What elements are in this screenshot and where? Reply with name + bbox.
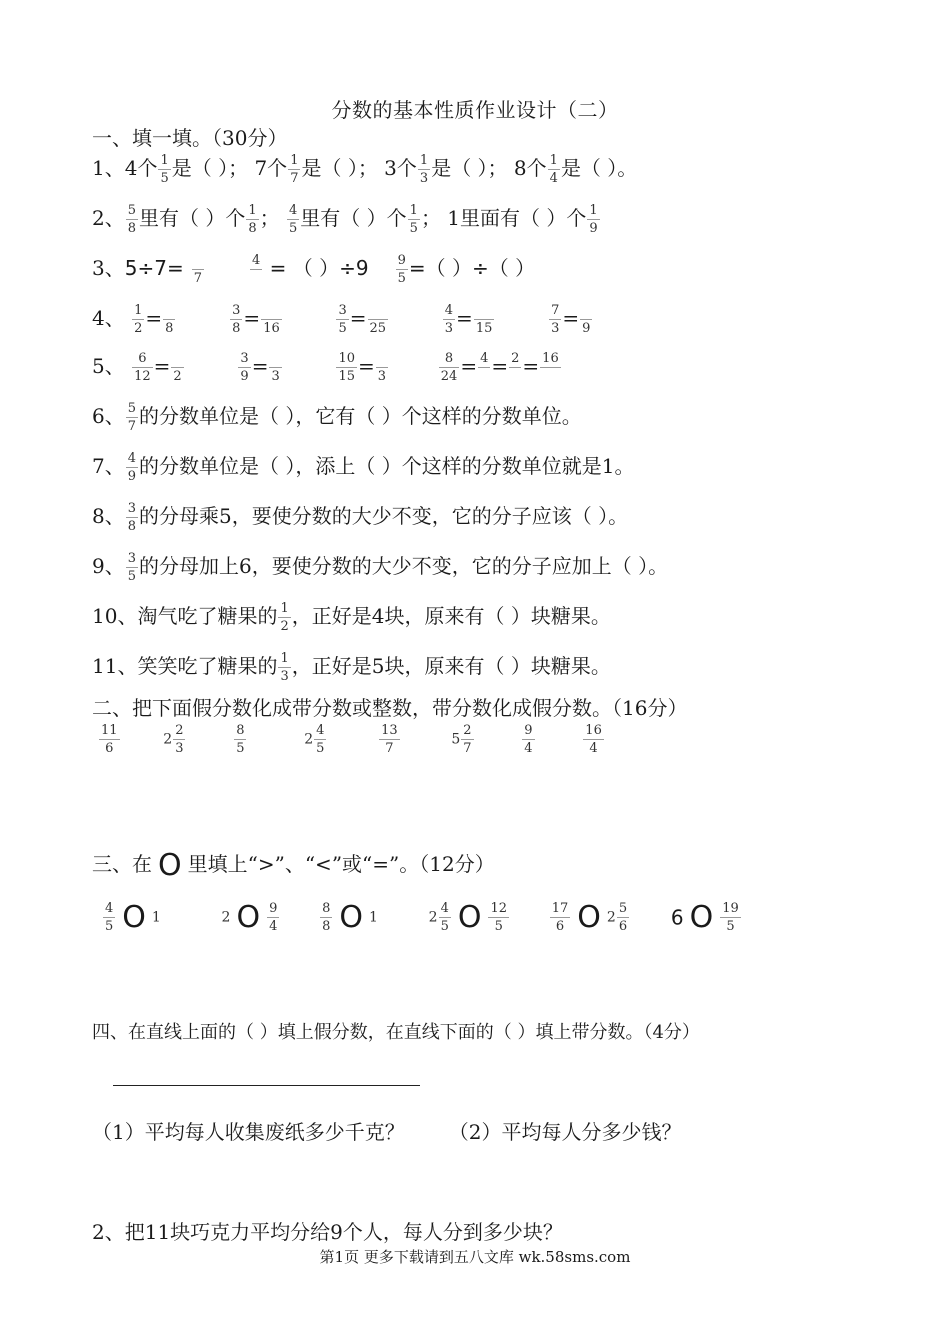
fraction: $\frac{4}{3}$ — [444, 303, 454, 336]
fraction: $\frac{3}{8}$ — [232, 303, 241, 336]
fraction: $\frac{1}{2}$ — [280, 601, 289, 634]
fraction: 25 — [368, 302, 389, 337]
circle-icon[interactable]: O — [339, 900, 363, 935]
fraction: 2 — [171, 350, 183, 385]
question-5: 5、 $\frac{6}{12}$ = 2 $\frac{3}{9}$ = 3 $\frac{10}{15}$ = 3 $\frac{8}{24}$ = 4 = 2 = 16 — [92, 351, 559, 384]
question-6: 6、 $\frac{5}{7}$ 的分数单位是（ ），它有（ ）个这样的分数单位。 — [92, 401, 582, 434]
circle-icon[interactable]: O — [236, 900, 261, 935]
question-4: 4、 $\frac{1}{2}$ = 8 $\frac{3}{8}$ = 16 $\frac{3}{5}$ = 25 $\frac{4}{3}$ = 15 $\frac{7}{3}$ = 9 — [92, 303, 591, 336]
circle-icon: O — [158, 848, 182, 883]
fraction: $\frac{1}{2}$ — [134, 303, 143, 336]
fraction: 7 — [192, 252, 204, 287]
fraction: $\frac{1}{7}$ — [290, 153, 299, 186]
section3-comparisons: $\frac{4}{5}$ O 1 2 O $\frac{9}{4}$ $\frac{8}{8}$ O 1 2 $\frac{4}{5}$ O $\frac{12}{5}$ $\frac{17}{6}$ O 2 $\frac{5}{6}$ 6 O $\frac{19}{5}$ — [105, 900, 739, 935]
fraction: $\frac{1}{3}$ — [280, 651, 289, 684]
fraction: $\frac{16}{4}$ — [585, 723, 602, 756]
question-10: 10、淘气吃了糖果的 $\frac{1}{2}$ ，正好是4块，原来有（ ）块糖果。 — [92, 601, 611, 634]
question-3: 3、5÷7= 7 4 = （ ）÷9 $\frac{9}{5}$ =（ ）÷（ ） — [92, 253, 536, 286]
fraction: $\frac{4}{5}$ — [105, 901, 114, 934]
fraction: $\frac{1}{9}$ — [589, 203, 598, 236]
question-1: 1、4个 $\frac{1}{5}$ 是（ ）； 7个 $\frac{1}{7}$ 是（ ）； 3个 $\frac{1}{3}$ 是（ ）； 8个 $\frac{1}{4}$ 是（ ）。 — [92, 153, 638, 186]
fraction: $\frac{5}{8}$ — [127, 203, 137, 236]
fraction: $\frac{9}{4}$ — [524, 723, 533, 756]
circle-icon[interactable]: O — [689, 900, 714, 935]
fraction: 16 — [261, 302, 282, 337]
fraction: $\frac{8}{5}$ — [236, 723, 245, 756]
mixed-number: 2 $\frac{2}{3}$ — [163, 723, 184, 756]
question-7: 7、 $\frac{4}{9}$ 的分数单位是（ ），添上（ ）个这样的分数单位就是1。 — [92, 451, 635, 484]
page-footer: 第1页 更多下载请到五八文库 wk.58sms.com — [319, 1248, 631, 1266]
fraction: $\frac{19}{5}$ — [722, 901, 739, 934]
fraction: $\frac{10}{15}$ — [338, 351, 355, 384]
fraction: $\frac{12}{5}$ — [490, 901, 508, 934]
fraction: 4 — [251, 253, 261, 268]
circle-icon[interactable]: O — [577, 900, 601, 935]
circle-icon[interactable]: O — [122, 900, 146, 935]
fraction: 3 — [269, 350, 281, 385]
fraction: $\frac{4}{9}$ — [127, 451, 137, 484]
fraction: $\frac{9}{5}$ — [397, 253, 406, 286]
fraction: $\frac{17}{6}$ — [551, 901, 569, 934]
fraction: $\frac{13}{7}$ — [381, 723, 398, 756]
fraction: $\frac{11}{6}$ — [101, 723, 118, 756]
section4-heading: 四、在直线上面的（ ）填上假分数，在直线下面的（ ）填上带分数。（4分） — [92, 1022, 700, 1043]
fraction: 8 — [163, 302, 175, 337]
fraction: 15 — [474, 302, 495, 337]
fraction: 9 — [580, 302, 592, 337]
fraction: $\frac{7}{3}$ — [551, 303, 560, 336]
fraction: $\frac{3}{5}$ — [338, 303, 347, 336]
fraction: $\frac{5}{7}$ — [127, 401, 137, 434]
fraction: $\frac{3}{8}$ — [127, 501, 137, 534]
fraction: $\frac{3}{5}$ — [127, 551, 137, 584]
fraction: $\frac{9}{4}$ — [269, 901, 278, 934]
fraction: $\frac{1}{5}$ — [160, 153, 169, 186]
fraction: $\frac{1}{3}$ — [419, 153, 429, 186]
question-11: 11、笑笑吃了糖果的 $\frac{1}{3}$ ，正好是5块，原来有（ ）块糖果。 — [92, 651, 611, 684]
fraction: 4 — [480, 351, 489, 366]
page-title: 分数的基本性质作业设计（二） — [331, 98, 619, 122]
fraction: $\frac{4}{5}$ — [289, 203, 298, 236]
word-problem-1: （1）平均每人收集废纸多少千克？ （2）平均每人分多少钱？ — [92, 1120, 682, 1144]
word-problem-2: 2、把11块巧克力平均分给9个人，每人分到多少块？ — [92, 1220, 563, 1244]
fraction: $\frac{3}{9}$ — [240, 351, 249, 384]
question-8: 8、 $\frac{3}{8}$ 的分母乘5，要使分数的大少不变，它的分子应该（ ）。 — [92, 501, 629, 534]
section3-heading: 三、在 O 里填上“>”、“<”或“=”。（12分） — [92, 848, 495, 883]
question-9: 9、 $\frac{3}{5}$ 的分母加上6，要使分数的大少不变，它的分子应加上（ ）。 — [92, 551, 669, 584]
circle-icon[interactable]: O — [457, 900, 482, 935]
fraction: 3 — [376, 350, 388, 385]
fraction: 16 — [542, 351, 559, 366]
fraction: $\frac{6}{12}$ — [134, 351, 151, 384]
fraction: $\frac{8}{8}$ — [322, 901, 331, 934]
section2-heading: 二、把下面假分数化成带分数或整数，带分数化成假分数。（16分） — [92, 696, 688, 720]
fraction: $\frac{1}{5}$ — [409, 203, 418, 236]
number-line — [113, 1085, 420, 1086]
fraction: $\frac{8}{24}$ — [440, 351, 458, 384]
fraction: 2 — [511, 351, 520, 366]
fraction: $\frac{1}{4}$ — [549, 153, 558, 186]
mixed-number: 5 $\frac{2}{7}$ — [451, 723, 472, 756]
fraction: $\frac{1}{8}$ — [248, 203, 257, 236]
section2-fractions — [98, 722, 605, 757]
question-2: 2、 $\frac{5}{8}$ 里有（ ）个 $\frac{1}{8}$ ； $\frac{4}{5}$ 里有（ ）个 $\frac{1}{5}$ ； 1里面有（ ）个 $\frac{1}{9}$ — [92, 203, 598, 236]
section1-heading: 一、填一填。（30分） — [92, 126, 288, 150]
mixed-number: 2 $\frac{4}{5}$ — [304, 723, 325, 756]
